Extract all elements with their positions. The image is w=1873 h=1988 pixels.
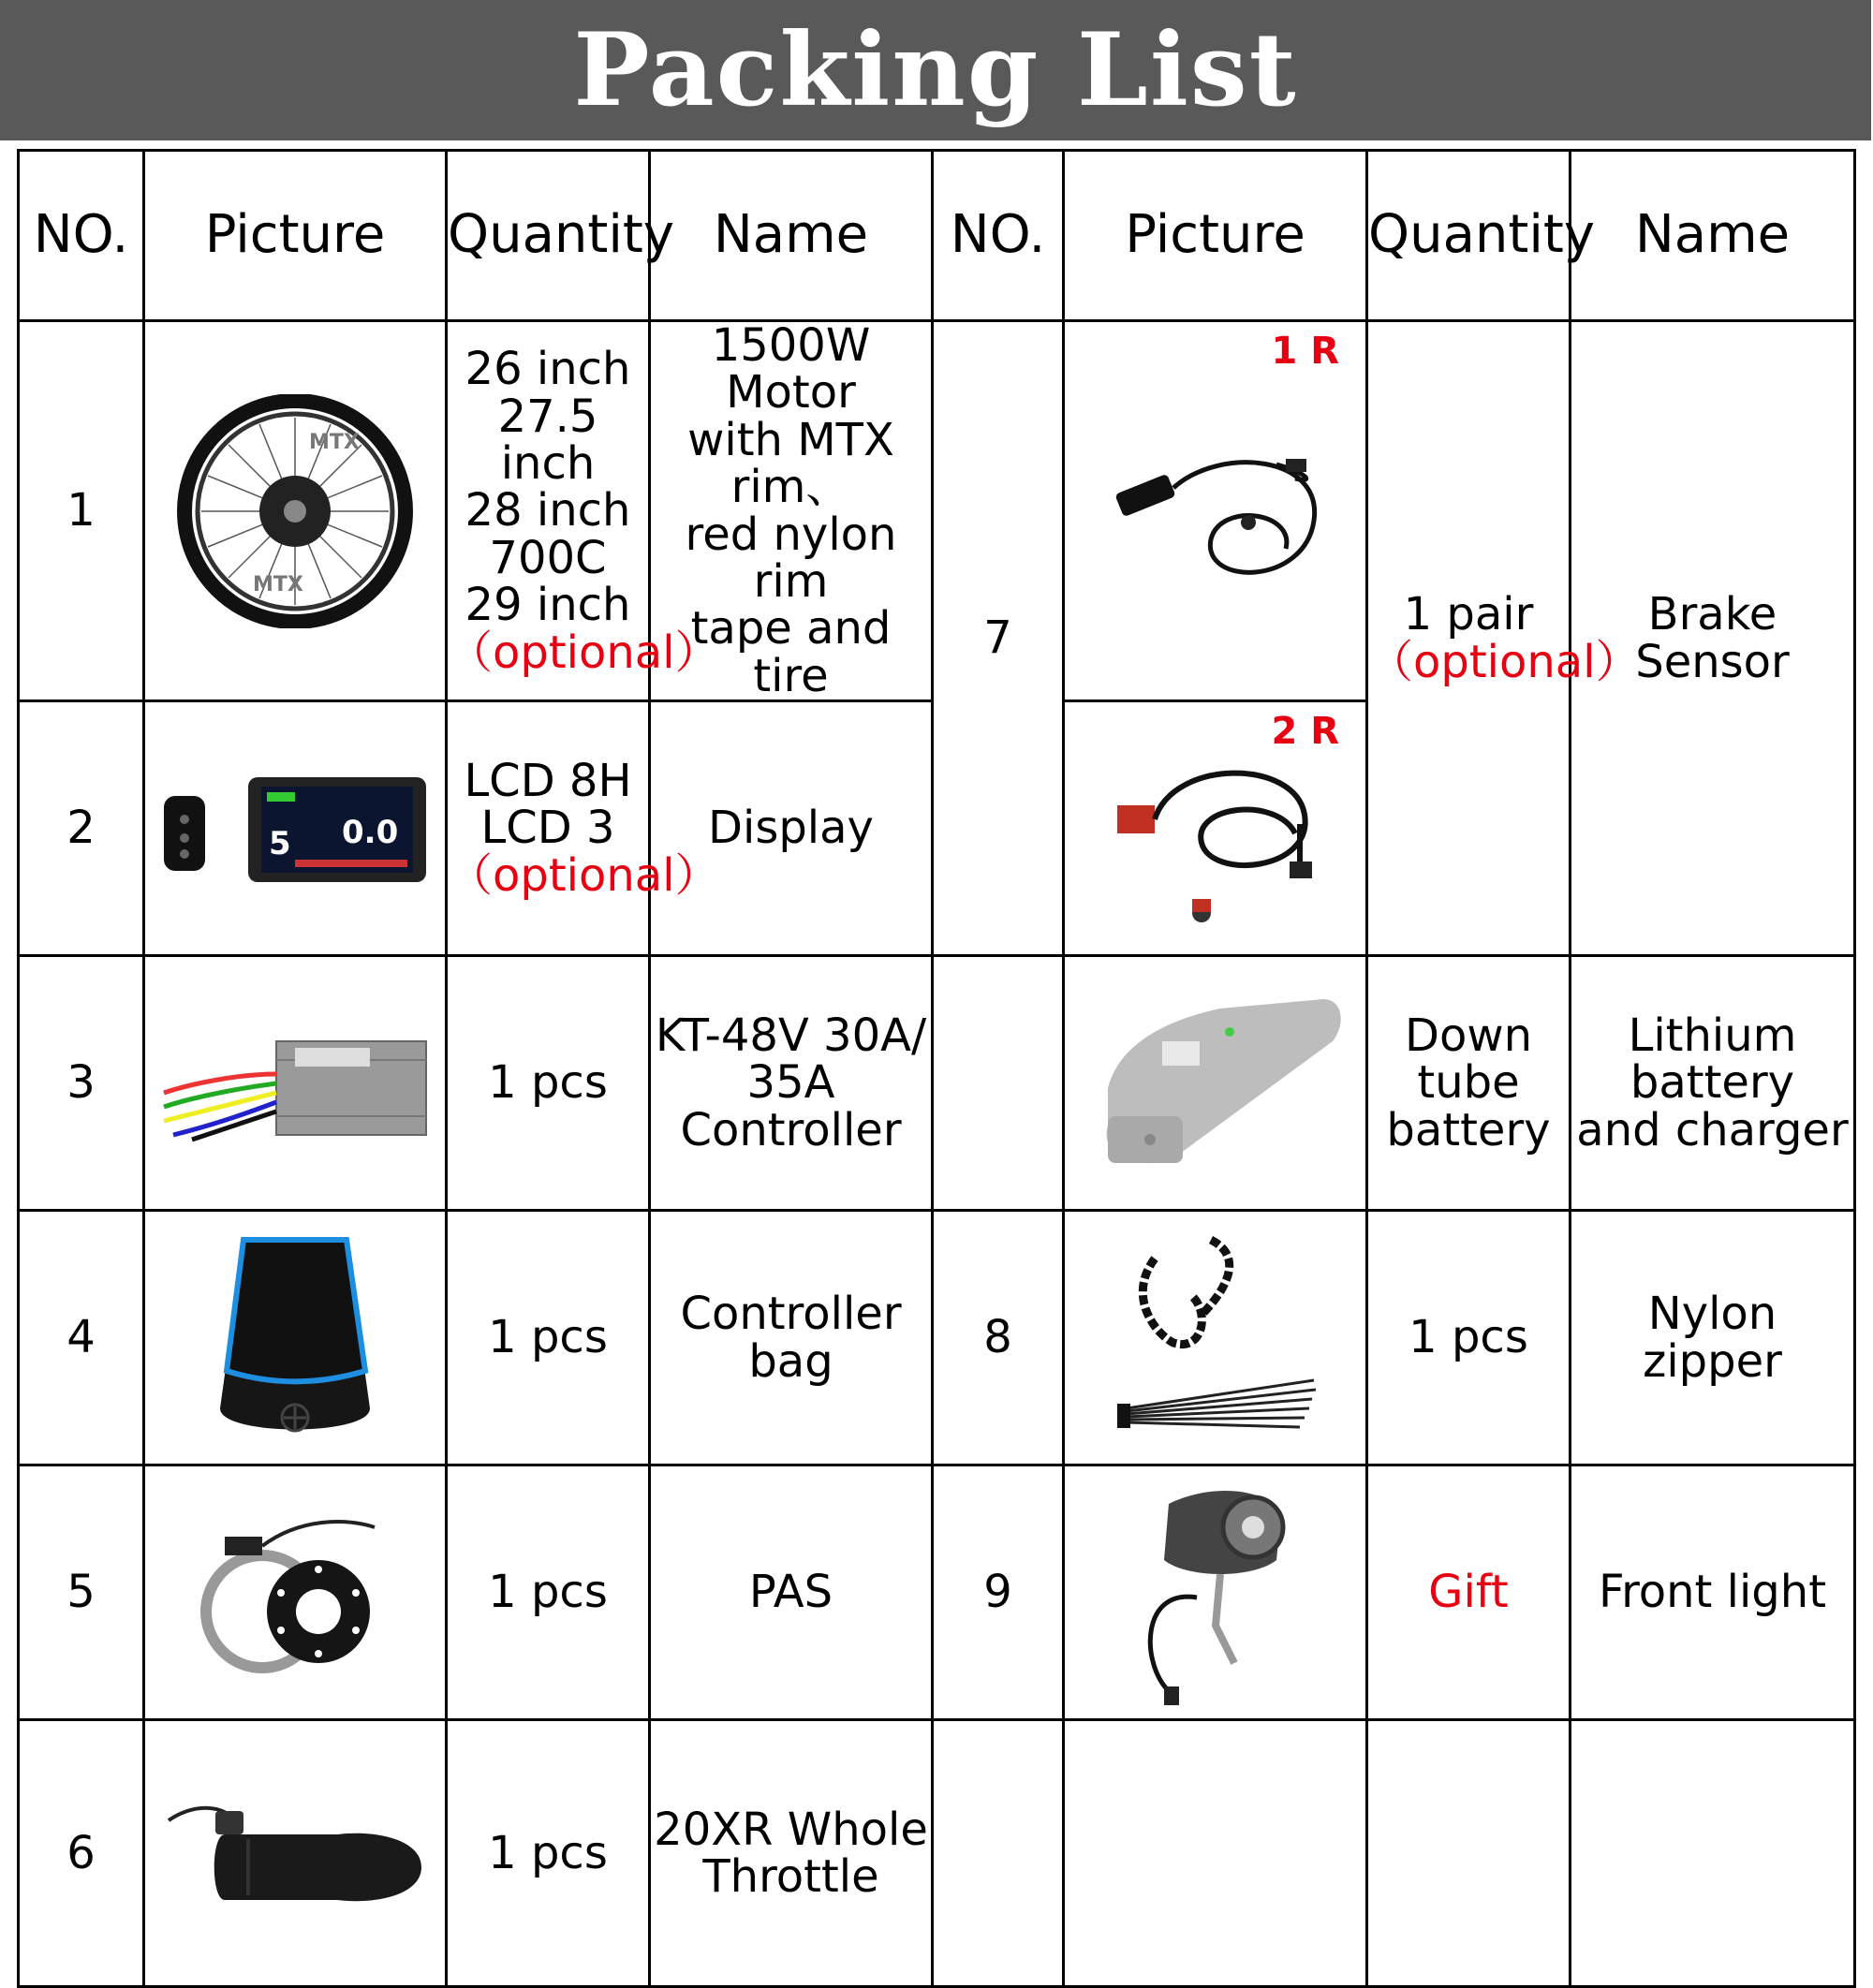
brake-tag-2r: 2 R [1271, 710, 1339, 754]
item-quantity: 1 pcs [447, 1211, 650, 1465]
item-picture [1064, 1211, 1367, 1465]
item-number: 7 [933, 321, 1064, 956]
item-number: 5 [19, 1465, 144, 1720]
controller-bag-icon [206, 1221, 384, 1455]
item-quantity: 1 pair （optional） [1367, 321, 1571, 956]
table-row [19, 1720, 1855, 1987]
svg-text:MTX: MTX [253, 572, 303, 596]
header-no-right: NO. [933, 151, 1064, 321]
item-picture [144, 956, 447, 1211]
svg-text:MTX: MTX [309, 430, 360, 454]
nylon-zipper-icon [1099, 1221, 1333, 1455]
item-name: Nylon zipper [1571, 1211, 1855, 1465]
front-light-icon [1113, 1476, 1319, 1710]
svg-text:5: 5 [269, 824, 291, 862]
table-row [19, 1211, 1855, 1465]
brake-tag-1r: 1 R [1271, 330, 1339, 373]
item-number: 8 [933, 1211, 1064, 1465]
header-name-right: Name [1571, 151, 1855, 321]
item-picture [1064, 701, 1367, 956]
item-quantity: Down tube battery [1367, 956, 1571, 1211]
controller-icon [155, 1018, 435, 1149]
item-name: Controller bag [650, 1211, 933, 1465]
item-quantity: 1 pcs [447, 1465, 650, 1720]
packing-table [17, 149, 1856, 1988]
item-quantity: 26 inch 27.5 inch 28 inch 700C 29 inch （optional） [447, 321, 650, 701]
optional-note: （optional） [1368, 635, 1641, 688]
empty-cell [933, 1720, 1064, 1987]
item-number: 3 [19, 956, 144, 1211]
item-number [933, 956, 1064, 1211]
empty-cell [1367, 1720, 1571, 1987]
table-row [19, 321, 1855, 701]
lcd-display-icon [155, 768, 435, 890]
item-name: Front light [1571, 1465, 1855, 1720]
item-picture [1064, 1465, 1367, 1720]
item-number: 2 [19, 701, 144, 956]
header-quantity: Quantity [447, 151, 650, 321]
item-quantity: 1 pcs [447, 956, 650, 1211]
empty-cell [1571, 1720, 1855, 1987]
item-picture [1064, 956, 1367, 1211]
item-quantity: 1 pcs [1367, 1211, 1571, 1465]
item-quantity: 1 pcs [447, 1720, 650, 1987]
item-name: 20XR Whole Throttle [650, 1720, 933, 1987]
header-no: NO. [19, 151, 144, 321]
pas-sensor-icon [187, 1509, 403, 1677]
optional-note: （optional） [448, 848, 720, 902]
item-number: 6 [19, 1720, 144, 1987]
header-quantity-right: Quantity [1367, 151, 1571, 321]
item-picture [144, 701, 447, 956]
item-name: 1500W Motor with MTX rim、 red nylon rim tape and tire [650, 321, 933, 701]
item-name: Display [650, 701, 933, 956]
table-row [19, 1465, 1855, 1720]
item-quantity: LCD 8H LCD 3 （optional） [447, 701, 650, 956]
item-name: PAS [650, 1465, 933, 1720]
item-quantity: Gift [1367, 1465, 1571, 1720]
table-row [19, 956, 1855, 1211]
empty-cell [1064, 1720, 1367, 1987]
item-picture [144, 321, 447, 701]
svg-text:0.0: 0.0 [342, 813, 399, 851]
item-name: Lithium battery and charger [1571, 956, 1855, 1211]
brake-sensor-2r-icon [1089, 721, 1342, 936]
item-picture [144, 1720, 447, 1987]
throttle-grip-icon [159, 1783, 431, 1923]
page-title: Packing List [573, 11, 1298, 129]
title-banner [0, 0, 1871, 140]
battery-icon [1080, 985, 1351, 1182]
header-name: Name [650, 151, 933, 321]
item-name: Brake Sensor [1571, 321, 1855, 956]
item-picture [144, 1465, 447, 1720]
header-picture: Picture [144, 151, 447, 321]
header-row [19, 151, 1855, 321]
item-picture [1064, 321, 1367, 701]
item-number: 9 [933, 1465, 1064, 1720]
item-picture [144, 1211, 447, 1465]
item-number: 4 [19, 1211, 144, 1465]
header-picture-right: Picture [1064, 151, 1367, 321]
optional-note: （optional） [448, 626, 720, 679]
brake-sensor-1r-icon [1089, 408, 1342, 614]
item-number: 1 [19, 321, 144, 701]
hub-motor-wheel-icon [169, 394, 421, 628]
item-name: KT-48V 30A/ 35A Controller [650, 956, 933, 1211]
